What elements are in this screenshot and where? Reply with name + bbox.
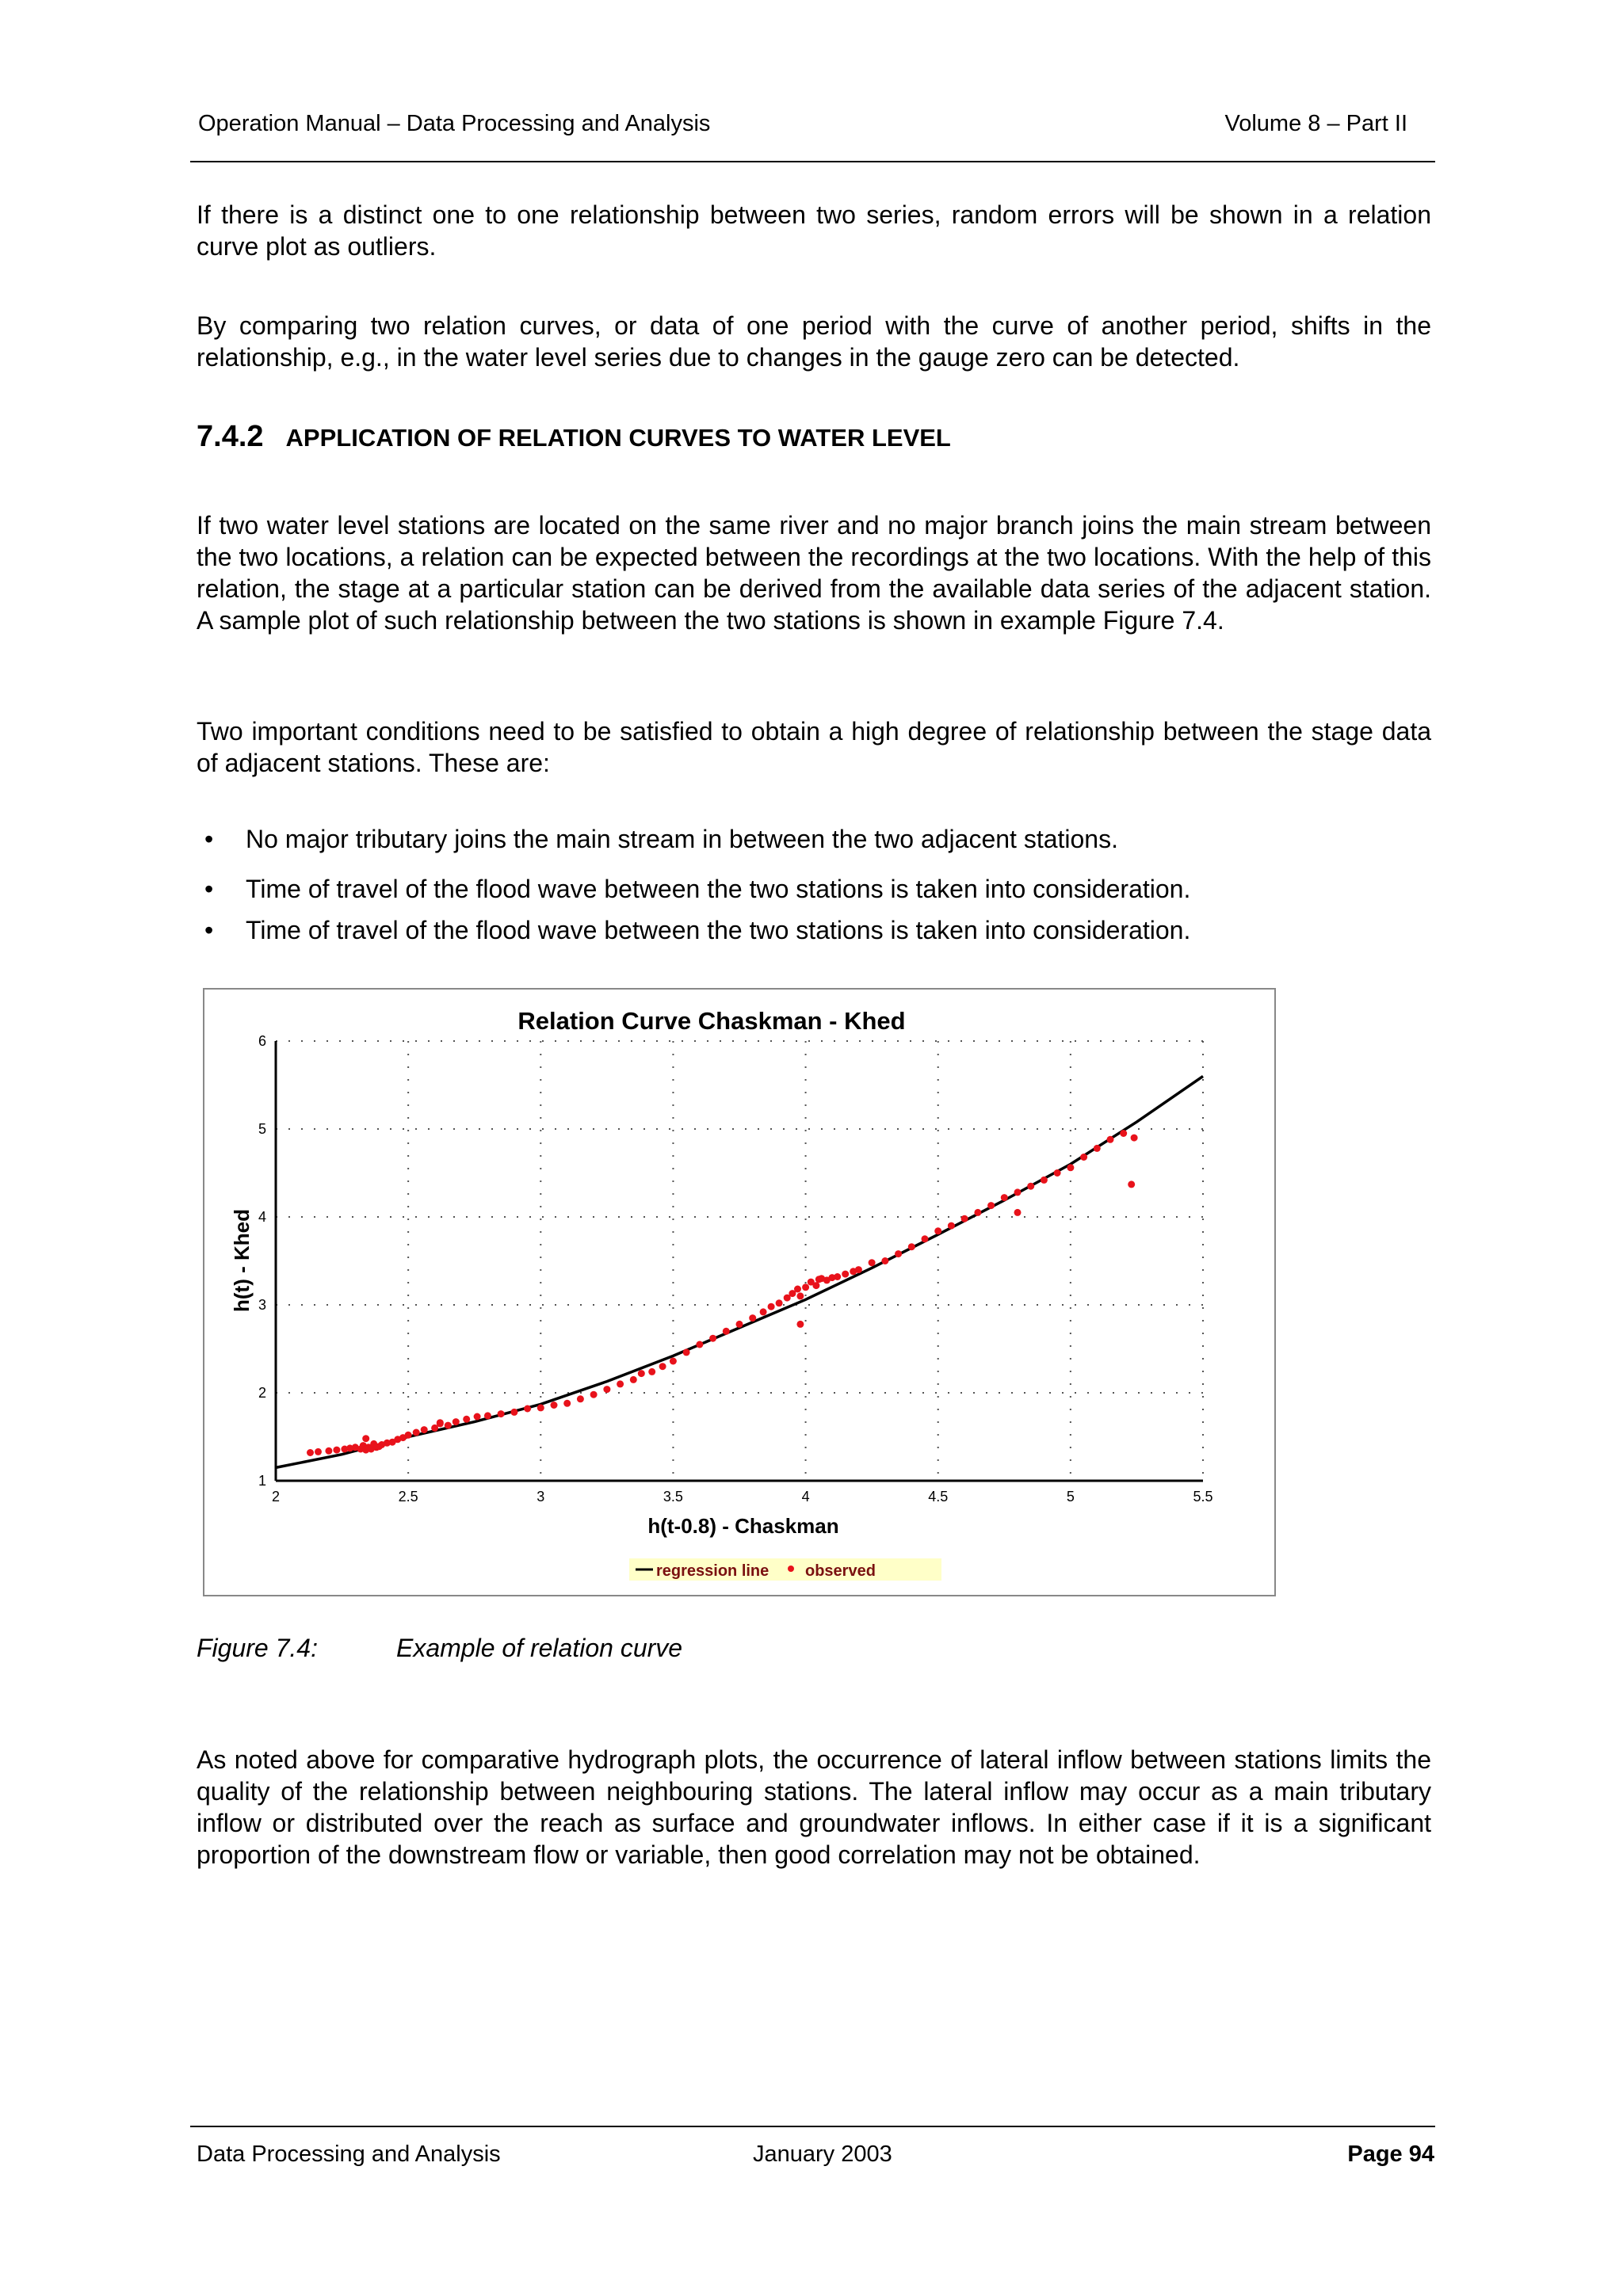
observed-point (1120, 1130, 1127, 1137)
x-tick-label: 4 (801, 1489, 810, 1505)
observed-point (696, 1341, 703, 1348)
observed-point (1094, 1145, 1101, 1152)
bullet-text: Time of travel of the flood wave between the two stations is taken into consideration. (246, 916, 1191, 944)
observed-point (987, 1202, 995, 1209)
bullet-item (204, 823, 1118, 855)
regression-line (276, 1076, 1203, 1467)
observed-point (736, 1321, 743, 1328)
observed-point (768, 1303, 775, 1310)
observed-point (510, 1409, 517, 1416)
bullet-item (204, 914, 1190, 946)
regression-layer (276, 1076, 1203, 1467)
observed-point (463, 1416, 470, 1423)
observed-point (437, 1420, 444, 1427)
observed-point (1080, 1154, 1087, 1161)
observed-point (776, 1299, 783, 1306)
paragraph-1: If there is a distinct one to one relationship between two series, random errors will be shown in a relation curve plot as outliers. (197, 200, 1431, 261)
bullet-text: Time of travel of the flood wave between the two stations is taken into consideration. (246, 875, 1191, 903)
observed-point (723, 1328, 730, 1335)
observed-point (760, 1308, 767, 1315)
observed-point (413, 1429, 420, 1436)
section-heading (197, 420, 951, 454)
observed-point (796, 1292, 804, 1299)
observed-point (895, 1250, 902, 1257)
x-tick-label: 3 (537, 1489, 545, 1505)
observed-point (1128, 1180, 1135, 1188)
y-tick-label: 5 (258, 1121, 266, 1137)
observed-point (484, 1412, 491, 1419)
header-left: Operation Manual – Data Processing and Analysis (198, 111, 711, 136)
y-tick-label: 3 (258, 1297, 266, 1313)
observed-point (922, 1235, 929, 1242)
relation-curve-chart (204, 990, 1274, 1595)
chart-title: Relation Curve Chaskman - Khed (517, 1007, 906, 1035)
observed-point (796, 1321, 804, 1328)
observed-point (630, 1376, 637, 1383)
legend (629, 1558, 941, 1581)
observed-point (1067, 1164, 1074, 1171)
header-rule (190, 161, 1435, 162)
footer-page-number: Page 94 (1347, 2142, 1434, 2167)
observed-point (638, 1370, 645, 1377)
bullet-item (204, 873, 1190, 905)
paragraph-2: By comparing two relation curves, or data of one period with the curve of another period, shifts in the relationship, e.g., in the water level series due to changes in the gauge zero can be detected. (197, 311, 1431, 372)
figure-frame (203, 988, 1276, 1596)
x-axis-label: h(t-0.8) - Chaskman (647, 1514, 839, 1538)
observed-point (812, 1282, 819, 1289)
grid (276, 1041, 1203, 1481)
x-tick-label: 3.5 (663, 1489, 683, 1505)
observed-point (855, 1266, 862, 1273)
running-header (197, 111, 1433, 139)
footer-center: January 2003 (753, 2142, 892, 2167)
observed-point (934, 1227, 941, 1234)
observed-point (648, 1368, 655, 1375)
section-title: APPLICATION OF RELATION CURVES TO WATER LEVEL (285, 424, 951, 452)
observed-point (445, 1422, 452, 1429)
y-tick-label: 2 (258, 1385, 266, 1401)
observed-point (961, 1215, 968, 1222)
paragraph-3: If two water level stations are located on the same river and no major branch joins the main stream between the two locations, a relation can be expected between the recordings at the two locations. With the help of this relation, the stage at a particular station can be derived from the available data series of the adjacent station. A sample plot of such relationship between the two stations is shown in example Figure 7.4. (197, 511, 1431, 635)
observed-point (1014, 1209, 1022, 1216)
observed-point (617, 1380, 624, 1387)
observed-point (590, 1391, 598, 1398)
observed-point (881, 1257, 888, 1264)
x-tick-label: 5.5 (1193, 1489, 1213, 1505)
observed-point (1131, 1135, 1138, 1142)
header-right: Volume 8 – Part II (1224, 111, 1407, 136)
observed-point (802, 1283, 809, 1291)
observed-point (659, 1363, 666, 1370)
y-tick-label: 4 (258, 1209, 266, 1225)
x-tick-label: 2 (271, 1489, 281, 1505)
legend-observed-label: observed (805, 1562, 876, 1580)
observed-point (524, 1405, 531, 1413)
bullet-dot: • (204, 916, 214, 944)
observed-point (551, 1402, 558, 1409)
footer-left: Data Processing and Analysis (197, 2142, 501, 2167)
observed-point (362, 1435, 369, 1442)
observed-point (709, 1335, 716, 1342)
observed-point (1041, 1177, 1048, 1184)
observed-point (577, 1395, 584, 1402)
footer-rule (190, 2126, 1435, 2127)
observed-point (315, 1448, 322, 1455)
legend-observed-swatch (788, 1566, 794, 1572)
observed-point (749, 1314, 756, 1322)
observed-layer (307, 1130, 1138, 1456)
observed-point (307, 1449, 314, 1456)
x-tick-label: 4.5 (928, 1489, 949, 1505)
observed-point (603, 1386, 610, 1393)
observed-point (325, 1447, 332, 1455)
observed-point (1001, 1194, 1008, 1201)
observed-point (670, 1358, 677, 1365)
observed-point (1054, 1169, 1061, 1177)
observed-point (948, 1222, 955, 1230)
bullet-text: No major tributary joins the main stream in between the two adjacent stations. (246, 825, 1118, 853)
observed-point (421, 1426, 428, 1433)
observed-point (405, 1432, 412, 1439)
observed-point (453, 1418, 460, 1425)
observed-point (908, 1243, 915, 1250)
observed-point (498, 1410, 505, 1417)
observed-point (869, 1259, 876, 1266)
bullet-dot: • (204, 875, 214, 903)
section-number: 7.4.2 (197, 420, 264, 453)
observed-point (834, 1273, 841, 1280)
observed-point (563, 1400, 571, 1407)
tick-labels (258, 1033, 1213, 1505)
y-tick-label: 1 (258, 1473, 266, 1489)
legend-regression-label: regression line (656, 1562, 769, 1580)
observed-point (842, 1271, 849, 1278)
observed-point (537, 1404, 544, 1411)
bullet-dot: • (204, 825, 214, 853)
observed-point (794, 1286, 801, 1293)
observed-point (683, 1348, 690, 1356)
paragraph-4: Two important conditions need to be satisfied to obtain a high degree of relationship between the stage data of adjacent stations. These are: (197, 717, 1431, 777)
y-tick-label: 6 (258, 1033, 266, 1049)
y-axis-label: h(t) - Khed (230, 1209, 254, 1312)
figure-caption: Example of relation curve (396, 1634, 683, 1662)
figure-label: Figure 7.4: (197, 1634, 318, 1662)
observed-point (474, 1413, 481, 1421)
x-tick-label: 5 (1066, 1489, 1075, 1505)
observed-point (974, 1209, 981, 1216)
observed-point (1107, 1136, 1114, 1143)
observed-point (1014, 1188, 1022, 1196)
observed-point (1027, 1183, 1034, 1190)
paragraph-5: As noted above for comparative hydrograph plots, the occurrence of lateral inflow between stations limits the quality of the relationship between neighbouring stations. The lateral inflow may occur as a main tributary inflow or distributed over the reach as surface and groundwater inflows. In either case if it is a significant proportion of the downstream flow or variable, then good correlation may not be obtained. (197, 1745, 1431, 1869)
observed-point (333, 1447, 340, 1454)
x-tick-label: 2.5 (398, 1489, 418, 1505)
